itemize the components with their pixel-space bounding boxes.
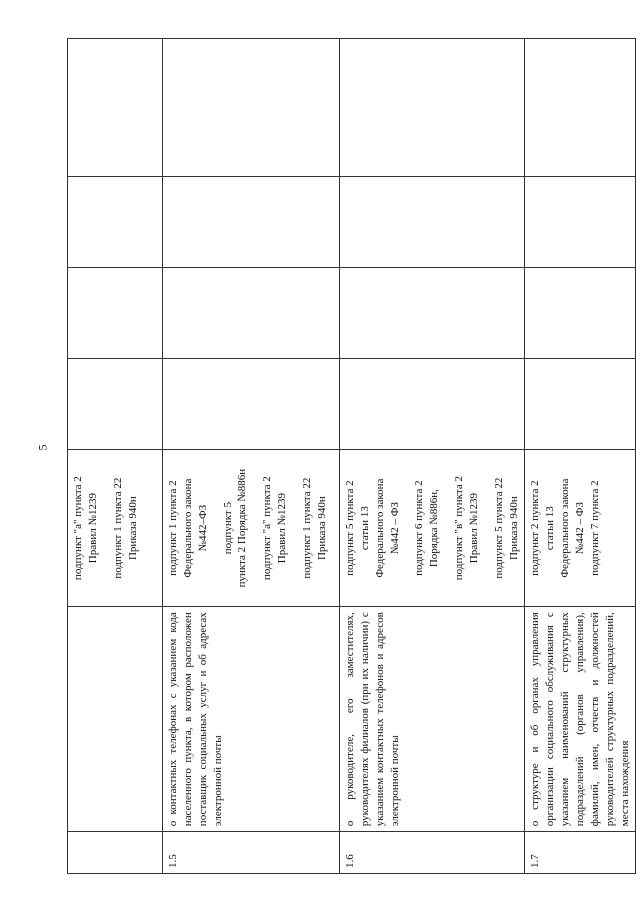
reference-line: подпункт 1 пункта 22 (300, 477, 313, 579)
reference-line: подпункт 6 пункта 2 (413, 480, 426, 576)
reference-line: подпункт "в" пункта 2 (453, 476, 466, 581)
reference-line: подпункт 2 пункта 2 (529, 480, 542, 576)
table-row (163, 39, 340, 874)
reference-line: подпункт 1 пункта 2 (167, 480, 179, 576)
description-cell: о структуре и об органах управления организации социального обслуживания с указанием наименований структурных подразделений (органов управления), фамилий, имен, отчеств и должностей руководителей структурных подразделений, места нахождения (525, 607, 636, 832)
reference-line: Правил №1239 (86, 493, 99, 564)
reference-line: №442 – ФЗ (388, 502, 401, 555)
empty-cell (163, 177, 340, 268)
row-number-cell (68, 832, 163, 874)
description-cell: о контактных телефонах с указанием кода населенного пункта, в котором расположен поставщик социальных услуг и об адресах электронной почты (163, 607, 340, 832)
empty-cell (525, 359, 636, 450)
reference-line: №442 – ФЗ (573, 502, 586, 555)
requirements-table (67, 38, 636, 874)
row-number-cell: 1.6 (340, 832, 525, 874)
references-cell (163, 450, 340, 607)
reference-line: статьи 13 (544, 506, 557, 551)
empty-cell (68, 268, 163, 359)
table-row (525, 39, 636, 874)
reference-line: Приказа 940н (507, 496, 520, 561)
references-cell (525, 450, 636, 607)
empty-cell (340, 39, 525, 178)
reference-line: подпункт 5 пункта 2 (344, 480, 356, 576)
reference-line: №442–ФЗ (196, 504, 209, 552)
reference-line: статьи 13 (358, 506, 371, 551)
description-cell (68, 607, 163, 832)
table-row (68, 39, 163, 874)
page-number: 5 (35, 444, 50, 451)
empty-cell (68, 39, 163, 178)
empty-cell (340, 268, 525, 359)
reference-line: подпункт 5 пункта 22 (492, 477, 505, 579)
reference-line: подпункт "а" пункта 2 (261, 476, 274, 581)
reference-line: подпункт "а" пункта 2 (72, 476, 84, 581)
empty-cell (68, 177, 163, 268)
empty-cell (163, 39, 340, 178)
reference-line: Приказа 940н (315, 496, 328, 561)
reference-line: Федерального закона (181, 478, 194, 578)
reference-line: подпункт 1 пункта 22 (111, 477, 124, 579)
empty-cell (340, 359, 525, 450)
empty-cell (340, 177, 525, 268)
description-cell: о руководителе, его заместителях, руководителях филиалов (при их наличии) с указанием контактных телефонов и адресов электронной почты (340, 607, 525, 832)
reference-line: Федерального закона (373, 478, 386, 578)
empty-cell (68, 359, 163, 450)
empty-cell (525, 268, 636, 359)
empty-cell (163, 359, 340, 450)
document-table-rotated (67, 38, 631, 874)
row-number-cell: 1.5 (163, 832, 340, 874)
table-row (340, 39, 525, 874)
empty-cell (525, 39, 636, 178)
reference-line: Правил №1239 (276, 493, 289, 564)
reference-line: пункта 2 Порядка №886н (236, 468, 249, 588)
empty-cell (163, 268, 340, 359)
reference-line: подпункт 5 (221, 502, 234, 555)
references-cell (68, 450, 163, 607)
row-number-cell: 1.7 (525, 832, 636, 874)
reference-line: Федерального закона (559, 478, 572, 578)
references-cell (340, 450, 525, 607)
reference-line: Правил №1239 (467, 493, 480, 564)
reference-line: подпункт 7 пункта 2 (588, 480, 601, 576)
reference-line: Приказа 940н (126, 496, 139, 561)
empty-cell (525, 177, 636, 268)
reference-line: Порядка №886н, (428, 489, 441, 568)
